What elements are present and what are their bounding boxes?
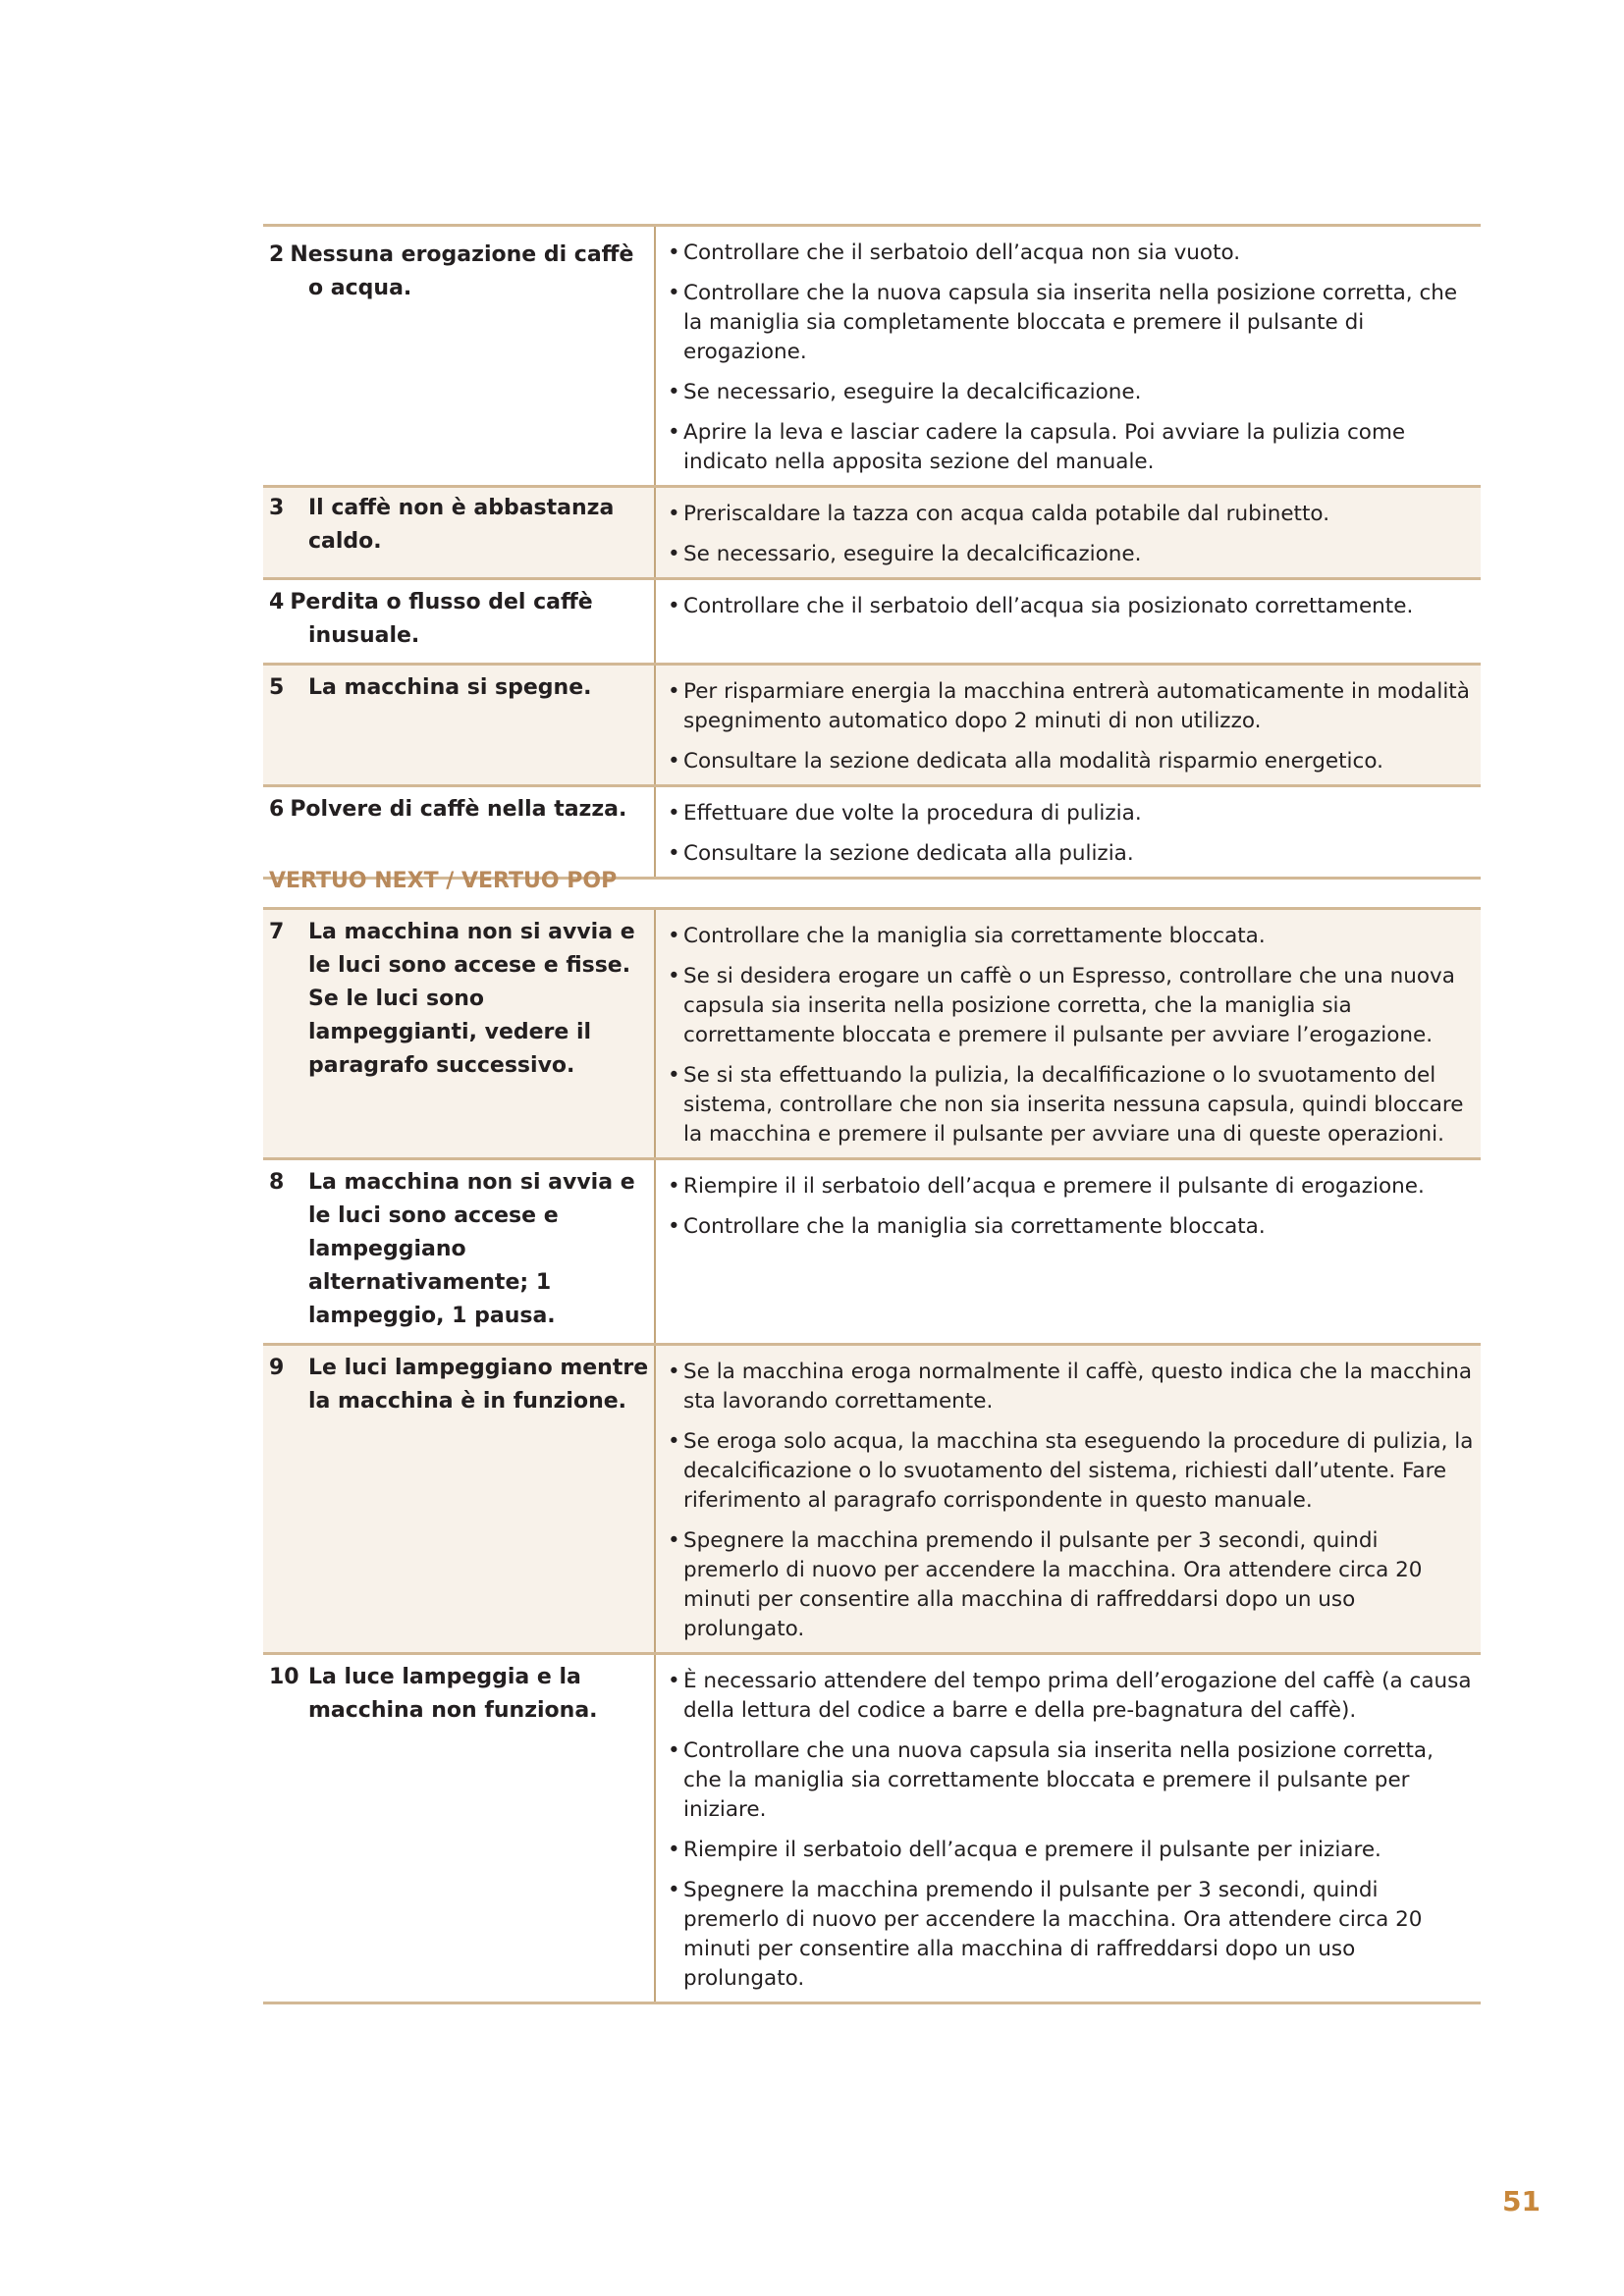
solution-item: • Controllare che una nuova capsula sia inserita nella posizione corretta, che la maniglia sia correttamente bloccata e premere il pulsante per iniziare. <box>668 1736 1477 1825</box>
issue-number: 6 <box>269 797 285 822</box>
table-row <box>263 1160 1481 1346</box>
issue-cell <box>263 580 656 663</box>
solution-item: • Riempire il il serbatoio dell’acqua e premere il pulsante di erogazione. <box>668 1172 1477 1201</box>
issue-text: Le luci lampeggiano mentre la macchina è in funzione. <box>308 1356 649 1414</box>
solution-item: • Per risparmiare energia la macchina entrerà automaticamente in modalità spegnimento automatico dopo 2 minuti di non utilizzo. <box>668 677 1477 736</box>
solution-item: • Se si sta effettuando la pulizia, la decalfificazione o lo svuotamento del sistema, controllare che non sia inserita nessuna capsula, quindi bloccare la macchina e premere il pulsante per avviare una di queste operazioni. <box>668 1061 1477 1149</box>
table-row <box>263 227 1481 488</box>
solution-item: • Controllare che il serbatoio dell’acqua sia posizionato correttamente. <box>668 592 1477 621</box>
solution-item: • Consultare la sezione dedicata alla pulizia. <box>668 839 1477 869</box>
solution-item: • Se eroga solo acqua, la macchina sta eseguendo la procedure di pulizia, la decalcificazione o lo svuotamento del sistema, richiesti dall’utente. Fare riferimento al paragrafo corrispondente in questo manuale. <box>668 1427 1477 1516</box>
issue-number: 8 <box>269 1170 285 1195</box>
troubleshooting-table-2 <box>263 910 1481 2004</box>
section-title: VERTUO NEXT / VERTUO POP <box>263 851 1481 910</box>
issue-text: La macchina si spegne. <box>308 675 592 700</box>
issue-number: 2 <box>269 242 285 267</box>
troubleshooting-table-1 <box>263 224 1481 880</box>
solution-item: • Se si desidera erogare un caffè o un Espresso, controllare che una nuova capsula sia inserita nella posizione corretta, che la maniglia sia correttamente bloccata e premere il pulsante per avviare l’erogazione. <box>668 962 1477 1050</box>
issue-text: Nessuna erogazione di caffè o acqua. <box>290 242 634 300</box>
solution-item: • Se necessario, eseguire la decalcificazione. <box>668 540 1477 569</box>
solution-item: • Se la macchina eroga normalmente il caffè, questo indica che la macchina sta lavorando correttamente. <box>668 1358 1477 1416</box>
issue-text: Polvere di caffè nella tazza. <box>290 797 627 822</box>
issue-cell <box>263 1160 656 1343</box>
solution-item: • Preriscaldare la tazza con acqua calda potabile dal rubinetto. <box>668 500 1477 529</box>
table-row <box>263 488 1481 580</box>
solution-cell <box>656 666 1481 784</box>
issue-cell <box>263 666 656 784</box>
issue-number: 5 <box>269 675 285 700</box>
solution-cell <box>656 1655 1481 2002</box>
issue-number: 4 <box>269 590 285 614</box>
solution-cell <box>656 488 1481 577</box>
solution-item: • Controllare che la maniglia sia correttamente bloccata. <box>668 922 1477 951</box>
solution-item: • Controllare che la maniglia sia correttamente bloccata. <box>668 1212 1477 1242</box>
solution-item: • Spegnere la macchina premendo il pulsante per 3 secondi, quindi premerlo di nuovo per accendere la macchina. Ora attendere circa 20 minuti per consentire alla macchina di raffreddarsi dopo un uso prolungato. <box>668 1876 1477 1994</box>
issue-text: Il caffè non è abbastanza caldo. <box>308 496 615 554</box>
issue-text: La luce lampeggia e la macchina non funziona. <box>308 1665 598 1723</box>
solution-item: • Consultare la sezione dedicata alla modalità risparmio energetico. <box>668 747 1477 776</box>
page-number: 51 <box>1502 2185 1541 2217</box>
issue-cell <box>263 1655 656 2002</box>
issue-number: 3 <box>269 496 285 520</box>
issue-text: La macchina non si avvia e le luci sono accese e fisse. Se le luci sono lampeggianti, vedere il paragrafo successivo. <box>308 920 635 1078</box>
issue-cell <box>263 227 656 485</box>
issue-number: 10 <box>269 1665 299 1689</box>
table-row <box>263 666 1481 787</box>
solution-item: • Controllare che il serbatoio dell’acqua non sia vuoto. <box>668 239 1477 268</box>
issue-text: La macchina non si avvia e le luci sono accese e lampeggiano alternativamente; 1 lampeggio, 1 pausa. <box>308 1170 635 1328</box>
solution-cell <box>656 1346 1481 1652</box>
issue-text: Perdita o flusso del caffè inusuale. <box>290 590 593 648</box>
issue-number: 7 <box>269 920 285 944</box>
solution-item: • Spegnere la macchina premendo il pulsante per 3 secondi, quindi premerlo di nuovo per accendere la macchina. Ora attendere circa 20 minuti per consentire alla macchina di raffreddarsi dopo un uso prolungato. <box>668 1526 1477 1644</box>
issue-cell <box>263 910 656 1157</box>
solution-item: • Se necessario, eseguire la decalcificazione. <box>668 378 1477 407</box>
issue-number: 9 <box>269 1356 285 1380</box>
solution-item: • Aprire la leva e lasciar cadere la capsula. Poi avviare la pulizia come indicato nella apposita sezione del manuale. <box>668 418 1477 477</box>
solution-cell <box>656 910 1481 1157</box>
solution-cell <box>656 580 1481 663</box>
solution-item: • Riempire il serbatoio dell’acqua e premere il pulsante per iniziare. <box>668 1836 1477 1865</box>
issue-cell <box>263 1346 656 1652</box>
table-row <box>263 1655 1481 2004</box>
solution-item: • Controllare che la nuova capsula sia inserita nella posizione corretta, che la maniglia sia completamente bloccata e premere il pulsante di erogazione. <box>668 279 1477 367</box>
issue-cell <box>263 488 656 577</box>
table-row <box>263 580 1481 666</box>
solution-item: • Effettuare due volte la procedura di pulizia. <box>668 799 1477 828</box>
table-row <box>263 910 1481 1160</box>
table-row <box>263 1346 1481 1655</box>
solution-cell <box>656 227 1481 485</box>
solution-cell <box>656 1160 1481 1343</box>
solution-item: • È necessario attendere del tempo prima dell’erogazione del caffè (a causa della lettura del codice a barre e della pre-bagnatura del caffè). <box>668 1667 1477 1726</box>
